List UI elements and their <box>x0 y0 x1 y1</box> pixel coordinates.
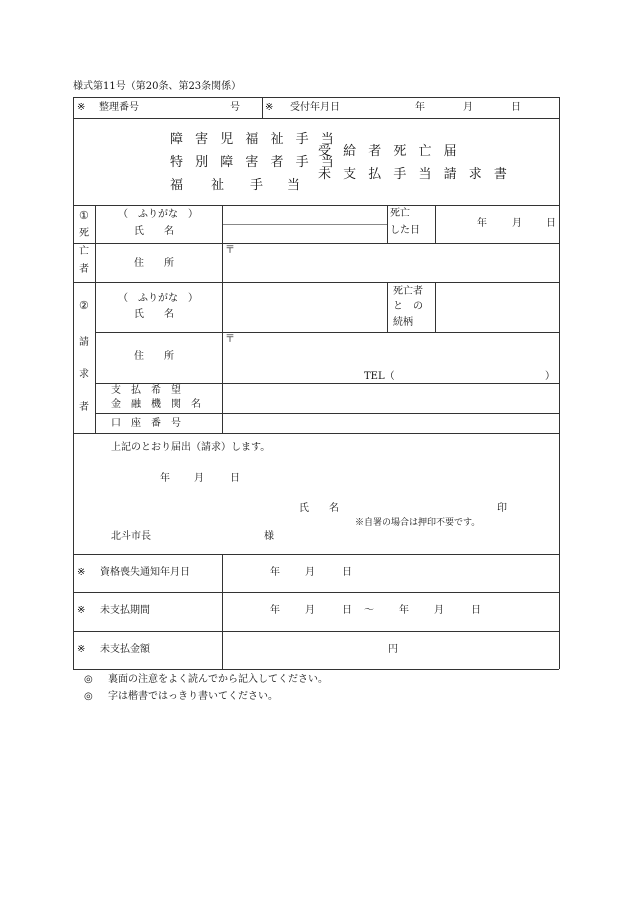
period-start-month: 月 <box>305 605 315 616</box>
note-mark: ◎ <box>84 674 93 685</box>
period-end-day: 日 <box>471 605 481 616</box>
death-day-label: 日 <box>546 218 556 229</box>
allowance-title-3b: 祉 <box>211 178 229 193</box>
claimant-side-label-1: 請 <box>79 337 89 348</box>
deceased-postal-mark: 〒 <box>225 245 235 256</box>
death-month-label: 月 <box>512 218 522 229</box>
unpaid-period-label: 未支払期間 <box>100 605 150 616</box>
note-1: 裏面の注意をよく読んでから記入してください。 <box>108 674 328 685</box>
deceased-address-label: 住 所 <box>134 258 174 269</box>
bank-label-2: 金 融 機 関 名 <box>111 399 201 410</box>
declaration-year-label: 年 <box>160 473 170 484</box>
allowance-title-3d: 当 <box>287 178 305 193</box>
loss-year-label: 年 <box>270 567 280 578</box>
office-use-mark: ※ <box>77 605 86 616</box>
form-title-unpaid-claim: 未 支 払 手 当 請 求 書 <box>318 167 511 182</box>
declaration-statement: 上記のとおり届出（請求）します。 <box>111 442 271 453</box>
death-year-label: 年 <box>477 218 487 229</box>
declaration-name-label: 氏 名 <box>299 503 339 514</box>
tel-close: ） <box>545 371 555 382</box>
deceased-side-label-2: 亡 <box>79 246 89 257</box>
office-use-mark: ※ <box>77 102 86 113</box>
management-number-label: 整理番号 <box>99 102 139 113</box>
relation-label-2: と の <box>393 301 423 312</box>
month-label: 月 <box>463 102 473 113</box>
office-use-mark: ※ <box>77 644 86 655</box>
period-tilde: ～ <box>364 605 374 616</box>
addressee-label: 北斗市長 <box>111 531 151 542</box>
claimant-address-label: 住 所 <box>134 351 174 362</box>
deceased-side-label-1: 死 <box>79 228 89 239</box>
year-label: 年 <box>415 102 425 113</box>
allowance-title-1: 障 害 児 福 祉 手 当 <box>170 132 338 147</box>
office-use-mark: ※ <box>77 567 86 578</box>
allowance-title-2: 特 別 障 害 者 手 当 <box>170 155 338 170</box>
claimant-side-label-3: 者 <box>79 402 89 413</box>
claimant-section-number: ② <box>79 299 89 312</box>
declaration-day-label: 日 <box>230 473 240 484</box>
death-date-label-2: した日 <box>390 225 420 236</box>
seal-note: ※自署の場合は押印不要です。 <box>355 518 481 528</box>
seal-mark: 印 <box>497 503 507 514</box>
deceased-name-label: 氏 名 <box>134 226 174 237</box>
loss-month-label: 月 <box>305 567 315 578</box>
period-end-month: 月 <box>434 605 444 616</box>
claimant-side-label-2: 求 <box>79 369 89 380</box>
claimant-furigana-label: （ ふりがな ） <box>118 293 198 304</box>
claimant-postal-mark: 〒 <box>225 334 235 345</box>
allowance-title-3a: 福 <box>170 178 188 193</box>
deceased-section-number: ① <box>79 209 89 222</box>
note-mark: ◎ <box>84 691 93 702</box>
number-suffix: 号 <box>230 102 240 113</box>
yen-label: 円 <box>388 644 398 655</box>
bank-label-1: 支 払 希 望 <box>111 385 181 396</box>
allowance-title-3c: 手 <box>250 178 268 193</box>
account-number-label: 口 座 番 号 <box>111 418 181 429</box>
period-end-year: 年 <box>399 605 409 616</box>
office-use-mark: ※ <box>265 102 274 113</box>
received-date-label: 受付年月日 <box>290 102 340 113</box>
claimant-name-label: 氏 名 <box>134 309 174 320</box>
form-title-death-notice: 受 給 者 死 亡 届 <box>318 144 461 159</box>
deceased-side-label-3: 者 <box>79 264 89 275</box>
deceased-furigana-label: （ ふりがな ） <box>118 209 198 220</box>
period-start-day: 日 <box>342 605 352 616</box>
honorific-label: 様 <box>264 531 274 542</box>
tel-label: TEL（ <box>364 371 395 382</box>
note-2: 字は楷書ではっきり書いてください。 <box>108 691 278 702</box>
form-number-label: 様式第11号（第20条、第23条関係） <box>73 81 242 92</box>
unpaid-amount-label: 未支払金額 <box>100 644 150 655</box>
day-label: 日 <box>511 102 521 113</box>
relation-label-1: 死亡者 <box>393 286 423 297</box>
loss-day-label: 日 <box>342 567 352 578</box>
relation-label-3: 続柄 <box>393 317 413 328</box>
loss-notice-date-label: 資格喪失通知年月日 <box>100 567 190 578</box>
death-date-label-1: 死亡 <box>390 208 410 219</box>
declaration-month-label: 月 <box>194 473 204 484</box>
period-start-year: 年 <box>270 605 280 616</box>
